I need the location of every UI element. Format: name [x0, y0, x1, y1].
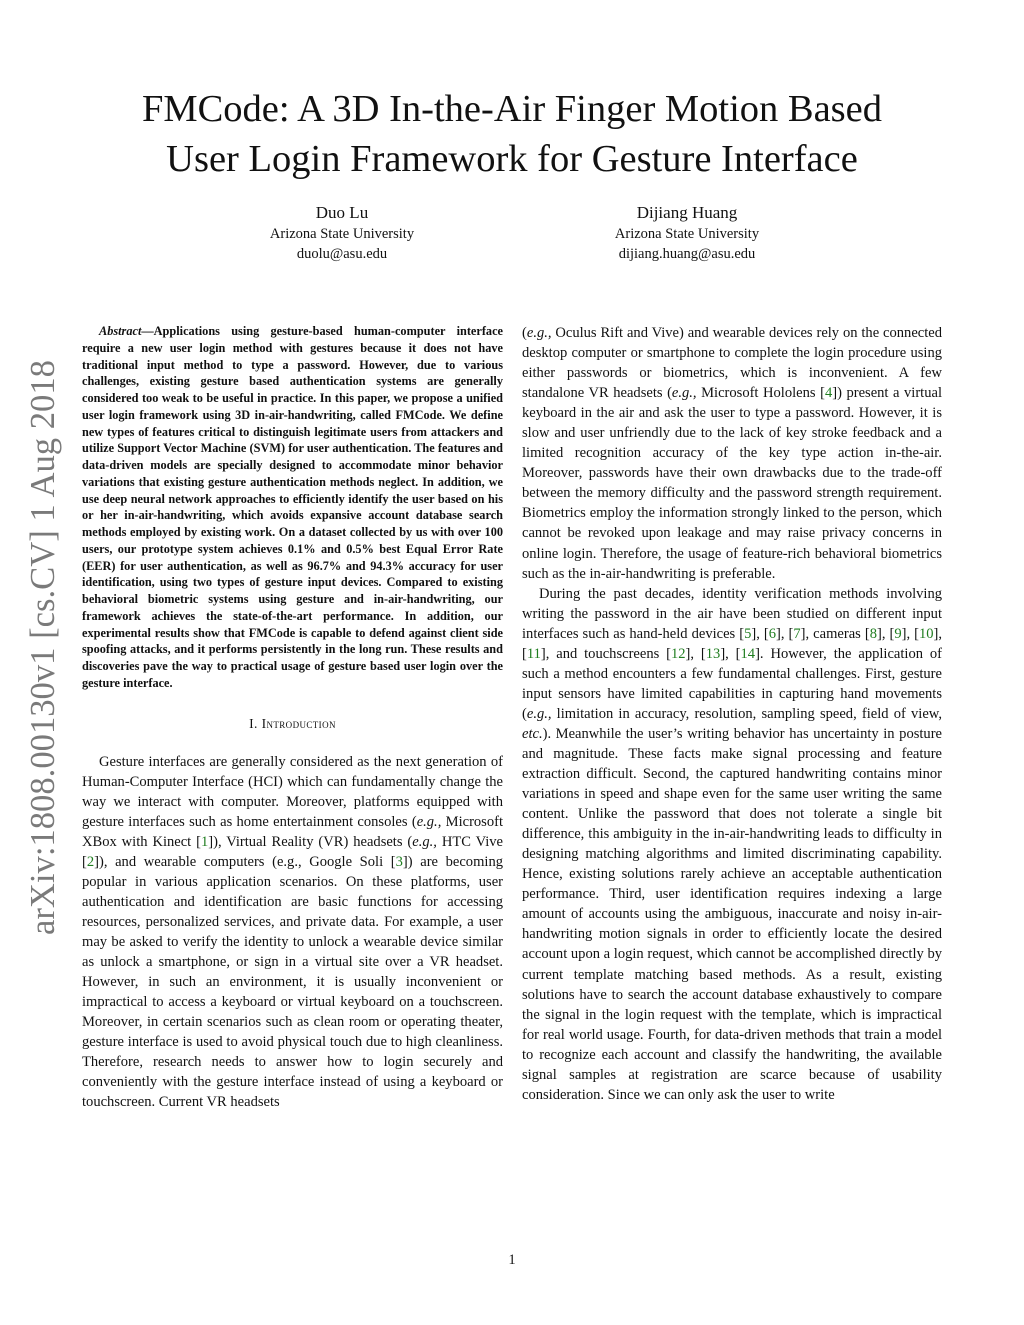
- author-block-2: [527, 202, 847, 264]
- abstract-text: Applications using gesture-based human-computer interface require a new user login method with gestures because it does not have traditional input method to type a password. However, due to various challenges, existing gesture based authentication systems are generally considered too weak to be useful in practice. In this paper, we propose a unified user login framework using 3D in-air-handwriting, called FMCode. We define new types of features critical to distinguish legitimate users from attackers and utilize Support Vector Machine (SVM) for user authentication. The features and data-driven models are specially designed to accommodate minor behavior variations that existing gesture authentication methods neglect. In addition, we use deep neural network approaches to efficiently identify the user based on his or her in-air-handwriting, which avoids expansive account database search methods employed by existing work. On a dataset collected by us with over 100 users, our prototype system achieves 0.1% and 0.5% best Equal Error Rate (EER) for user authentication, as well as 96.7% and 94.3% accuracy for user identification, using two types of gesture input devices. Compared to existing behavioral biometric systems using gesture and in-air-handwriting, our framework achieves the state-of-the-art performance. In addition, our experimental results show that FMCode is capable to defend against client side spoofing attacks, and it performs persistently in the long run. These results and discoveries pave the way to practical usage of gesture based user login over the gesture interface.: [82, 324, 503, 690]
- author-email: duolu@asu.edu: [296, 246, 388, 262]
- citation-link[interactable]: 9: [894, 625, 902, 642]
- section-heading-introduction: [82, 714, 503, 734]
- citation-link[interactable]: 5: [744, 625, 752, 642]
- citation-link[interactable]: 4: [824, 385, 833, 402]
- section-title: Introduction: [261, 715, 336, 731]
- right-column: [522, 323, 942, 1105]
- abstract-dash: —: [141, 324, 154, 338]
- citation-link[interactable]: 8: [869, 625, 877, 642]
- paper-title: [80, 84, 944, 184]
- abstract-label: Abstract: [99, 324, 142, 338]
- author-name: Dijiang Huang: [636, 203, 738, 222]
- author-email: dijiang.huang@asu.edu: [618, 246, 756, 262]
- citation-link[interactable]: 13: [705, 645, 721, 662]
- abstract: [82, 323, 503, 692]
- intro-paragraph-1-continued: (e.g., Oculus Rift and Vive) and wearable devices rely on the connected desktop computer or smartphone to complete the login procedure using either passwords or biometrics, which is inconvenient. A few standalone VR headsets (e.g., Microsoft Hololens [4]) present a virtual keyboard in the air and ask the user to type a password. However, it is slow and user unfriendly due to the lack of key stroke feedback and a limited recognition accuracy of the key type action in-the-air. Moreover, passwords have their own drawbacks due to the trade-off between the memory difficulty and the password strength requirement. Biometrics employ the information strongly linked to the person, which cannot be revoked upon leakage and may raise privacy concerns in online login. Therefore, the usage of feature-rich behavioral biometrics such as the in-air-handwriting is preferable.: [522, 325, 942, 582]
- intro-paragraph-1: Gesture interfaces are generally considered as the next generation of Human-Computer Interface (HCI) which can fundamentally change the way we interact with computer. Moreover, platforms equipped with gesture interfaces such as home entertainment consoles (e.g., Microsoft XBox with Kinect [1]), Virtual Reality (VR) headsets (e.g., HTC Vive [2]), and wearable computers (e.g., Google Soli [3]) are becoming popular in various application scenarios. On these platforms, user authentication and identification are basic functions for accessing resources, personalized services, and private data. For example, a user may be asked to verify the identity to unlock a wearable device similar as unlock a smartphone, or sign in a virtual site over a VR headset. However, in such an environment, it is usually inconvenient or impractical to access a keyboard or virtual keyboard on a touchscreen. Moreover, in certain scenarios such as clean room or operating theater, gesture interface is used to avoid physical touch due to high cleanliness. Therefore, research needs to answer how to login securely and conveniently with the gesture interface instead of using a keyboard or touchscreen. Current VR headsets: [82, 753, 504, 1111]
- title-line-2: User Login Framework for Gesture Interface: [166, 138, 858, 180]
- citation-link[interactable]: 2: [86, 853, 95, 870]
- citation-link[interactable]: 3: [395, 853, 403, 870]
- arxiv-stamp-text: arXiv:1808.00130v1 [cs.CV] 1 Aug 2018: [23, 353, 62, 935]
- section-number: I.: [249, 715, 258, 731]
- citation-link[interactable]: 10: [918, 625, 934, 642]
- citation-link[interactable]: 7: [793, 625, 801, 642]
- citation-link[interactable]: 14: [740, 645, 756, 662]
- arxiv-stamp: [12, 350, 68, 950]
- intro-paragraph-2: During the past decades, identity verification methods involving writing the password in the air have been studied on different input interfaces such as hand-held devices [5], [6], [7], cameras [8], [9], [10], [11], and touchscreens [12], [13], [14]. However, the application of such a method encounters a few fundamental challenges. First, gesture input sensors have limited capabilities in capturing hand movements (e.g., limitation in accuracy, resolution, sampling speed, field of view, etc.). Meanwhile the user’s writing behavior has uncertainty in posture and magnitude. These facts make signal processing and feature extraction difficult. Second, the captured handwriting contains minor variations in speed and shape even for the same user writing the same content. Unlike the password that does not tolerate a single bit difference, this ambiguity in the in-air-handwriting leads to difficulty in designing matching algorithms and limited discriminating capability. Hence, existing solutions rarely achieve an acceptable authentication performance. Third, user identification requires indexing a large amount of accounts using the ambiguous, inaccurate and noisy in-air-handwriting motion signals in order to efficiently locate the desired account upon a login request, which cannot be accomplished directly by current template matching based methods. As a result, existing solutions have to search the account database exhaustively to compare the signal in the login request with the template, which is impractical for real world usage. Fourth, for data-driven methods that train a model to recognize each account and classify the handwriting, the available signal samples at registration are scarce because of usability consideration. Since we can only ask the user to write: [522, 585, 942, 1103]
- citation-link[interactable]: 12: [671, 645, 686, 662]
- author-name: Duo Lu: [315, 203, 369, 222]
- left-column: [82, 323, 503, 1112]
- citation-link[interactable]: 6: [768, 625, 777, 642]
- author-affiliation: Arizona State University: [614, 226, 760, 242]
- title-line-1: FMCode: A 3D In-the-Air Finger Motion Based: [141, 88, 883, 130]
- page-number: 1: [508, 1252, 516, 1268]
- citation-link[interactable]: 11: [526, 645, 541, 662]
- author-block-1: [182, 202, 502, 264]
- citation-link[interactable]: 1: [200, 833, 209, 850]
- author-affiliation: Arizona State University: [269, 226, 415, 242]
